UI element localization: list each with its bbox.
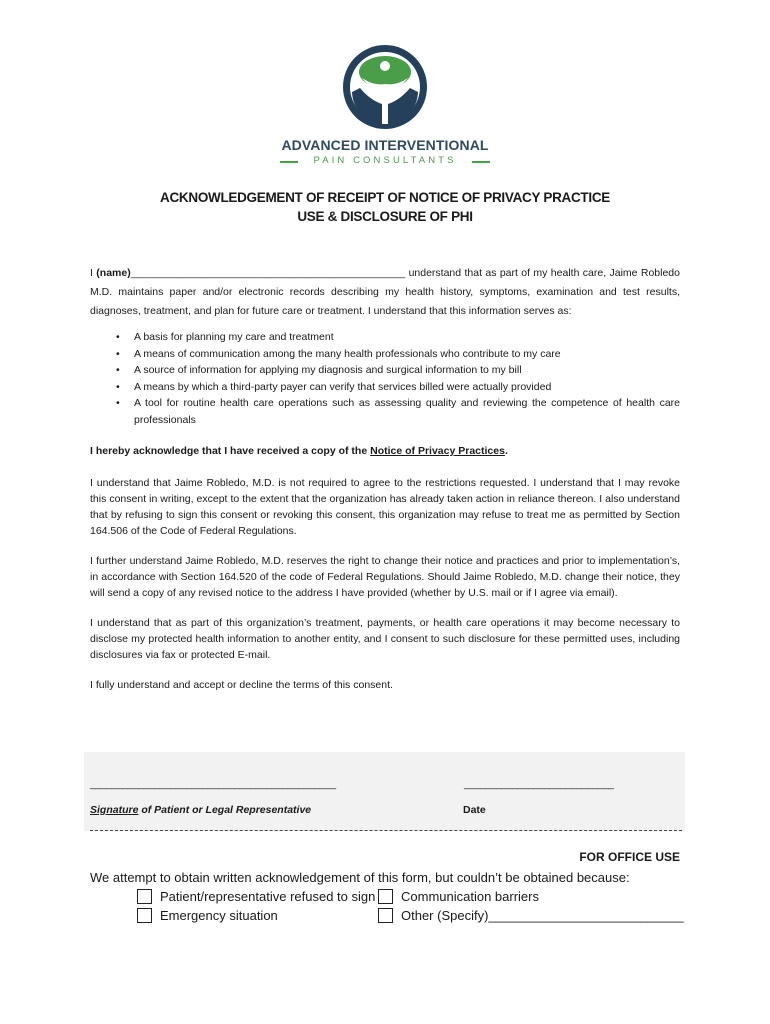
name-blank[interactable]: _______________________________________________: [130, 267, 406, 279]
ack-text: I hereby acknowledge that I have received a copy of the: [90, 445, 371, 457]
divider: [90, 830, 682, 831]
acknowledgement-statement: [90, 442, 680, 461]
name-label: (name): [96, 267, 131, 279]
list-item: • A tool for routine health care operations such as assessing quality and reviewing the competence of health care professionals: [134, 395, 680, 428]
list-item: • A source of information for applying my diagnosis and surgical information to my bill: [134, 362, 680, 379]
option-communication-barriers[interactable]: [378, 889, 539, 904]
intro-text: understand that as part of my health care, Jaime Robledo M.D. maintains paper and/or electronic records describing my health history, symptoms, examination and test results, diagnoses, treatment, and plan for future care or treatment. I understand that this information serves as:: [90, 267, 680, 317]
notice-change-paragraph: I further understand Jaime Robledo, M.D. reserves the right to change their notice and practices and prior to implementation’s, in accordance with Section 164.520 of the code of Federal Regulations. Should Jaime Robledo, M.D. change their notice, they will send a copy of any revised notice to the address I have provided (whether by U.S. mail or if I agree via email).: [90, 555, 680, 599]
person-tree-logo-icon: [342, 44, 428, 130]
document-body: [90, 264, 680, 693]
list-item: • A means by which a third-party payer can verify that services billed were actually provided: [134, 379, 680, 396]
signature-label: [90, 804, 311, 816]
notice-of-privacy-practices-link[interactable]: Notice of Privacy Practices: [370, 445, 505, 457]
logo-subtitle-row: [280, 155, 490, 169]
option-other[interactable]: [378, 908, 684, 923]
checkbox[interactable]: [137, 889, 152, 904]
logo-name: ADVANCED INTERVENTIONAL: [281, 137, 489, 153]
logo-divider: [280, 161, 298, 163]
signature-label-underlined: Signature: [90, 804, 139, 816]
option-label: Communication barriers: [401, 889, 539, 904]
list-item: • A basis for planning my care and treatment: [134, 329, 680, 346]
option-emergency[interactable]: [137, 908, 278, 923]
revocation-paragraph: I understand that Jaime Robledo, M.D. is not required to agree to the restrictions requested. I understand that I may revoke this consent in writing, except to the extent that the organization has already taken action in reliance thereon. I also understand that by refusing to sign this consent or revoking this consent, this organization may refuse to treat me as permitted by Section 164.506 of the Code of Federal Regulations.: [90, 477, 680, 537]
option-refused[interactable]: [137, 889, 375, 904]
disclosure-paragraph: I understand that as part of this organization’s treatment, payments, or health care operations it may become necessary to disclose my protected health information to another entity, and I consent to such disclosure for these permitted uses, including disclosures via fax or protected E-mail.: [90, 617, 680, 661]
intro-paragraph: [90, 264, 680, 321]
document-subtitle: USE & DISCLOSURE OF PHI: [297, 209, 473, 224]
option-label: Other (Specify)___________________________: [401, 908, 684, 923]
purpose-list: [90, 329, 680, 428]
office-use-heading: FOR OFFICE USE: [579, 850, 680, 864]
checkbox[interactable]: [378, 908, 393, 923]
checkbox[interactable]: [137, 908, 152, 923]
intro-prefix: I: [90, 267, 97, 279]
signature-field[interactable]: ______________________________________________: [90, 778, 336, 790]
option-label: Patient/representative refused to sign: [160, 889, 376, 904]
list-item: • A means of communication among the many health professionals who contribute to my care: [134, 346, 680, 363]
date-label: Date: [463, 804, 486, 816]
ack-end: .: [504, 445, 508, 457]
logo-subtitle: PAIN CONSULTANTS: [313, 155, 457, 166]
date-field[interactable]: ____________________________: [464, 778, 614, 790]
office-use-text: We attempt to obtain written acknowledgement of this form, but couldn’t be obtained because:: [90, 870, 630, 885]
logo: [280, 44, 490, 168]
signature-label-rest: of Patient or Legal Representative: [138, 804, 312, 816]
option-label: Emergency situation: [160, 908, 278, 923]
checkbox[interactable]: [378, 889, 393, 904]
document-title: ACKNOWLEDGEMENT OF RECEIPT OF NOTICE OF PRIVACY PRACTICE: [160, 190, 610, 205]
consent-paragraph: I fully understand and accept or decline the terms of this consent.: [90, 679, 393, 691]
signature-section: [84, 752, 685, 831]
logo-divider: [472, 161, 490, 163]
